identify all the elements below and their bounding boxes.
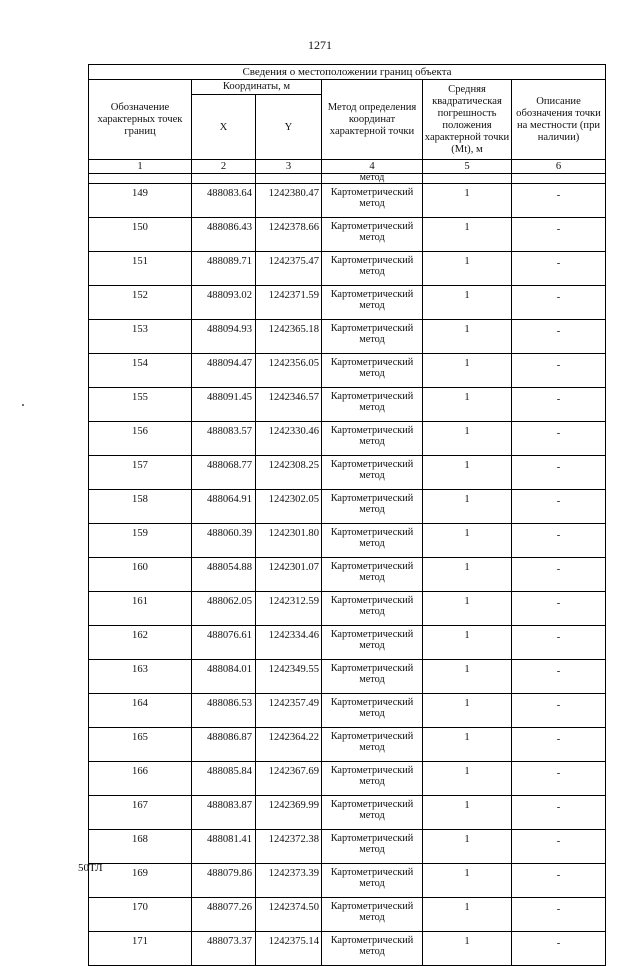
mean-error-cell: 1 [423,286,512,320]
description-cell: - [512,660,606,694]
description-cell: - [512,592,606,626]
point-id-cell: 159 [89,524,192,558]
table-row [89,694,606,728]
table-row [89,320,606,354]
table-row [89,456,606,490]
coord-x-cell: 488077.26 [192,898,256,932]
coord-x-cell: 488060.39 [192,524,256,558]
point-id-cell: 163 [89,660,192,694]
method-cell: Картометрический метод [322,320,423,354]
coord-y-cell: 1242357.49 [256,694,322,728]
point-id-cell: 171 [89,932,192,966]
column-number: 4 [322,160,423,174]
method-cell: Картометрический метод [322,728,423,762]
description-cell: - [512,728,606,762]
coord-x-cell: 488076.61 [192,626,256,660]
continuation-cell [423,174,512,184]
description-cell: - [512,694,606,728]
table-row [89,558,606,592]
table-row [89,728,606,762]
coord-y-cell: 1242369.99 [256,796,322,830]
description-cell: - [512,762,606,796]
method-cell: Картометрический метод [322,626,423,660]
description-cell: - [512,388,606,422]
mean-error-cell: 1 [423,184,512,218]
coord-y-cell: 1242373.39 [256,864,322,898]
mean-error-cell: 1 [423,388,512,422]
mean-error-cell: 1 [423,456,512,490]
coord-y-cell: 1242308.25 [256,456,322,490]
table-row [89,626,606,660]
coord-x-cell: 488073.37 [192,932,256,966]
description-cell: - [512,252,606,286]
table-row [89,762,606,796]
footer-code: 50ТЛ [78,862,103,874]
description-cell: - [512,218,606,252]
column-number: 2 [192,160,256,174]
scan-speck [22,404,24,406]
mean-error-cell: 1 [423,524,512,558]
table-row [89,898,606,932]
coord-y-cell: 1242356.05 [256,354,322,388]
table-row [89,354,606,388]
coord-x-cell: 488083.64 [192,184,256,218]
column-number: 1 [89,160,192,174]
column-number: 3 [256,160,322,174]
method-cell: Картометрический метод [322,660,423,694]
coord-y-cell: 1242301.80 [256,524,322,558]
header-method: Метод определения координат характерной точки [322,80,423,160]
mean-error-cell: 1 [423,796,512,830]
coord-x-cell: 488086.43 [192,218,256,252]
method-cell: Картометрический метод [322,184,423,218]
coord-x-cell: 488089.71 [192,252,256,286]
table-title: Сведения о местоположении границ объекта [89,65,606,80]
mean-error-cell: 1 [423,252,512,286]
coord-y-cell: 1242349.55 [256,660,322,694]
method-cell: Картометрический метод [322,932,423,966]
table-row [89,592,606,626]
point-id-cell: 150 [89,218,192,252]
coord-x-cell: 488086.53 [192,694,256,728]
continuation-cell [89,174,192,184]
mean-error-cell: 1 [423,762,512,796]
continuation-cell [512,174,606,184]
description-cell: - [512,354,606,388]
method-cell: Картометрический метод [322,558,423,592]
coord-y-cell: 1242374.50 [256,898,322,932]
column-number: 6 [512,160,606,174]
point-id-cell: 157 [89,456,192,490]
method-cell: Картометрический метод [322,388,423,422]
method-cell: Картометрический метод [322,422,423,456]
table-row [89,932,606,966]
method-cell: Картометрический метод [322,864,423,898]
mean-error-cell: 1 [423,320,512,354]
method-cell: Картометрический метод [322,694,423,728]
point-id-cell: 158 [89,490,192,524]
description-cell: - [512,286,606,320]
continuation-cell [192,174,256,184]
description-cell: - [512,422,606,456]
coord-x-cell: 488085.84 [192,762,256,796]
column-number: 5 [423,160,512,174]
description-cell: - [512,626,606,660]
header-y: Y [256,95,322,160]
table-row [89,218,606,252]
mean-error-cell: 1 [423,694,512,728]
point-id-cell: 165 [89,728,192,762]
point-id-cell: 161 [89,592,192,626]
table-row [89,388,606,422]
coord-x-cell: 488083.57 [192,422,256,456]
point-id-cell: 162 [89,626,192,660]
header-x: X [192,95,256,160]
point-id-cell: 167 [89,796,192,830]
table-row [89,524,606,558]
coord-y-cell: 1242380.47 [256,184,322,218]
mean-error-cell: 1 [423,830,512,864]
coord-y-cell: 1242301.07 [256,558,322,592]
point-id-cell: 166 [89,762,192,796]
coord-x-cell: 488068.77 [192,456,256,490]
coord-x-cell: 488079.86 [192,864,256,898]
coord-x-cell: 488064.91 [192,490,256,524]
coord-y-cell: 1242367.69 [256,762,322,796]
mean-error-cell: 1 [423,864,512,898]
method-cell: Картометрический метод [322,796,423,830]
coord-y-cell: 1242330.46 [256,422,322,456]
method-cell: Картометрический метод [322,524,423,558]
coord-x-cell: 488086.87 [192,728,256,762]
point-id-cell: 156 [89,422,192,456]
header-coordinates: Координаты, м [192,80,322,95]
table-row [89,660,606,694]
coord-x-cell: 488062.05 [192,592,256,626]
coord-x-cell: 488083.87 [192,796,256,830]
header-mean-error: Средняя квадратическая погрешность положения характерной точки (Mt), м [423,80,512,160]
page-number: 1271 [308,38,332,52]
header-description: Описание обозначения точки на местности (при наличии) [512,80,606,160]
coord-y-cell: 1242346.57 [256,388,322,422]
coord-x-cell: 488093.02 [192,286,256,320]
table-row [89,830,606,864]
mean-error-cell: 1 [423,422,512,456]
description-cell: - [512,830,606,864]
coord-y-cell: 1242378.66 [256,218,322,252]
table-row [89,184,606,218]
table-row [89,864,606,898]
point-id-cell: 164 [89,694,192,728]
point-id-cell: 149 [89,184,192,218]
mean-error-cell: 1 [423,592,512,626]
coord-x-cell: 488054.88 [192,558,256,592]
coord-x-cell: 488091.45 [192,388,256,422]
table-row [89,490,606,524]
method-cell: Картометрический метод [322,762,423,796]
coord-x-cell: 488094.47 [192,354,256,388]
point-id-cell: 170 [89,898,192,932]
coord-x-cell: 488094.93 [192,320,256,354]
description-cell: - [512,932,606,966]
description-cell: - [512,320,606,354]
coord-y-cell: 1242312.59 [256,592,322,626]
mean-error-cell: 1 [423,660,512,694]
table-row [89,796,606,830]
description-cell: - [512,490,606,524]
point-id-cell: 169 [89,864,192,898]
point-id-cell: 154 [89,354,192,388]
coord-y-cell: 1242365.18 [256,320,322,354]
mean-error-cell: 1 [423,490,512,524]
description-cell: - [512,524,606,558]
point-id-cell: 168 [89,830,192,864]
coord-y-cell: 1242302.05 [256,490,322,524]
method-cell: Картометрический метод [322,252,423,286]
mean-error-cell: 1 [423,898,512,932]
method-cell: Картометрический метод [322,218,423,252]
continuation-method: метод [322,174,423,184]
coord-y-cell: 1242375.14 [256,932,322,966]
mean-error-cell: 1 [423,728,512,762]
method-cell: Картометрический метод [322,490,423,524]
coord-x-cell: 488084.01 [192,660,256,694]
table-row [89,252,606,286]
description-cell: - [512,456,606,490]
coord-y-cell: 1242371.59 [256,286,322,320]
method-cell: Картометрический метод [322,592,423,626]
method-cell: Картометрический метод [322,354,423,388]
mean-error-cell: 1 [423,558,512,592]
description-cell: - [512,558,606,592]
table-row [89,422,606,456]
coord-y-cell: 1242375.47 [256,252,322,286]
point-id-cell: 153 [89,320,192,354]
point-id-cell: 152 [89,286,192,320]
point-id-cell: 160 [89,558,192,592]
mean-error-cell: 1 [423,626,512,660]
header-point-designation: Обозначение характерных точек границ [89,80,192,160]
point-id-cell: 151 [89,252,192,286]
mean-error-cell: 1 [423,354,512,388]
continuation-cell [256,174,322,184]
description-cell: - [512,184,606,218]
coord-y-cell: 1242334.46 [256,626,322,660]
method-cell: Картометрический метод [322,830,423,864]
table-body [89,184,606,966]
description-cell: - [512,796,606,830]
description-cell: - [512,864,606,898]
mean-error-cell: 1 [423,218,512,252]
mean-error-cell: 1 [423,932,512,966]
coord-y-cell: 1242372.38 [256,830,322,864]
coord-y-cell: 1242364.22 [256,728,322,762]
table-row [89,286,606,320]
description-cell: - [512,898,606,932]
continuation-row [89,174,606,184]
point-id-cell: 155 [89,388,192,422]
method-cell: Картометрический метод [322,898,423,932]
method-cell: Картометрический метод [322,286,423,320]
method-cell: Картометрический метод [322,456,423,490]
boundary-points-table [88,64,606,966]
coord-x-cell: 488081.41 [192,830,256,864]
